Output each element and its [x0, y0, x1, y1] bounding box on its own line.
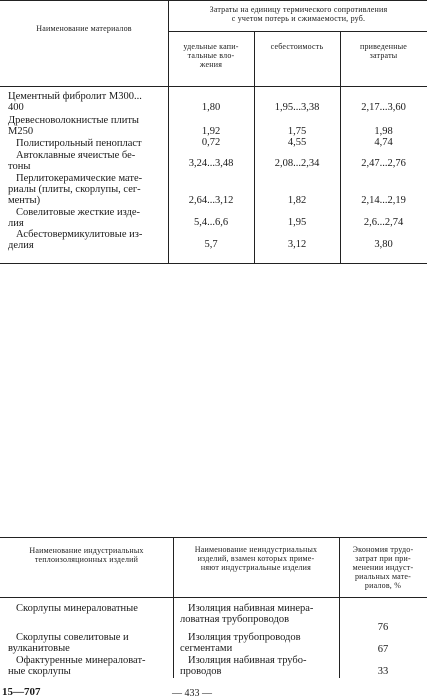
table1-header-costs: Затраты на единицу термического сопротивления с учетом потерь и сжимаемости, руб.: [209, 5, 388, 23]
table1-row-name: Асбестовермикулитовые из- делия: [8, 229, 143, 251]
table1-header-material: Наименование материалов: [36, 24, 132, 33]
table1-cell-given: 4,74: [374, 137, 393, 148]
printer-signature: 15—707: [2, 686, 41, 698]
table1-cell-given: 3,80: [374, 239, 393, 250]
table1-bottom-rule: [0, 263, 427, 264]
table1-subheader-capex: удельные капи- тальные вло- жения: [183, 42, 239, 69]
table2-header-savings: Экономия трудо- затрат при при- менении индуст- риальных мате- риалов, %: [352, 545, 414, 590]
table2-cell-nonindustrial: Изоляция трубопроводов сегментами: [180, 632, 301, 654]
table1-subheader-rule: [168, 31, 427, 32]
table1-cell-capex: 0,72: [201, 137, 221, 148]
table1-cell-cost: 1,82: [287, 195, 307, 206]
table1-subheader-given: приведенные затраты: [359, 42, 408, 60]
table2-cell-nonindustrial: Изоляция набивная минера- ловатная трубопроводов: [180, 603, 314, 625]
table1-row-name: Перлитокерамические мате- риалы (плиты, скорлупы, сег- менты): [8, 173, 143, 206]
table1-cell-capex: 5,4...6,6: [193, 217, 229, 228]
table1-cell-given: 2,17...3,60: [361, 102, 406, 113]
table1-row-name: Совелитовые жесткие изде- лия: [8, 207, 141, 229]
table1-row-name: Автоклавные ячеистые бе- тоны: [8, 150, 136, 172]
table1-cell-given: 1,98: [374, 126, 393, 137]
table1-subheader-cost: себестоимость: [270, 42, 324, 51]
table1-header-rule: [0, 86, 427, 87]
table1-top-rule: [0, 0, 427, 1]
table2-cell-savings: 67: [377, 644, 389, 655]
table2-cell-savings: 76: [377, 622, 389, 633]
table1-cell-cost: 3,12: [287, 239, 307, 250]
table2-cell-savings: 33: [377, 666, 389, 677]
table1-cell-cost: 1,95: [287, 217, 307, 228]
table1-cell-cost: 1,75: [287, 126, 307, 137]
table1-row-name: Цементный фибролит М300... 400: [8, 91, 142, 113]
table1-cell-cost: 4,55: [287, 137, 307, 148]
table2-cell-industrial: Скорлупы минераловатные: [16, 603, 138, 614]
table2-cell-nonindustrial: Изоляция набивная трубо- проводов: [180, 655, 307, 677]
table1-cell-given: 2,14...2,19: [361, 195, 406, 206]
table1-row-name: Древесноволокнистые плиты М250: [8, 115, 139, 137]
table1-cell-cost: 1,95...3,38: [274, 102, 320, 113]
table1-cell-cost: 2,08...2,34: [274, 158, 320, 169]
table2-top-rule: [0, 537, 427, 538]
table2-header-rule: [0, 597, 427, 598]
page-number: — 433 —: [172, 688, 212, 699]
table2-cell-industrial: Скорлупы совелитовые и вулканитовые: [8, 632, 129, 654]
table1-cell-given: 2,47...2,76: [361, 158, 406, 169]
table2-cell-industrial: Офактуренные минераловат- ные скорлупы: [8, 655, 146, 677]
table1-cell-capex: 1,80: [201, 102, 221, 113]
table1-cell-capex: 5,7: [204, 239, 218, 250]
table1-row-name: Полистирольный пенопласт: [16, 138, 142, 149]
table1-cell-capex: 2,64...3,12: [188, 195, 234, 206]
table1-cell-capex: 1,92: [201, 126, 221, 137]
table1-cell-given: 2,6...2,74: [363, 217, 404, 228]
table2-header-nonindustrial: Наименование неиндустриальных изделий, взамен которых приме- няют индустриальные изделия: [194, 545, 318, 572]
table1-cell-capex: 3,24...3,48: [188, 158, 234, 169]
table2-header-industrial: Наименование индустриальных теплоизоляционных изделий: [29, 546, 144, 564]
